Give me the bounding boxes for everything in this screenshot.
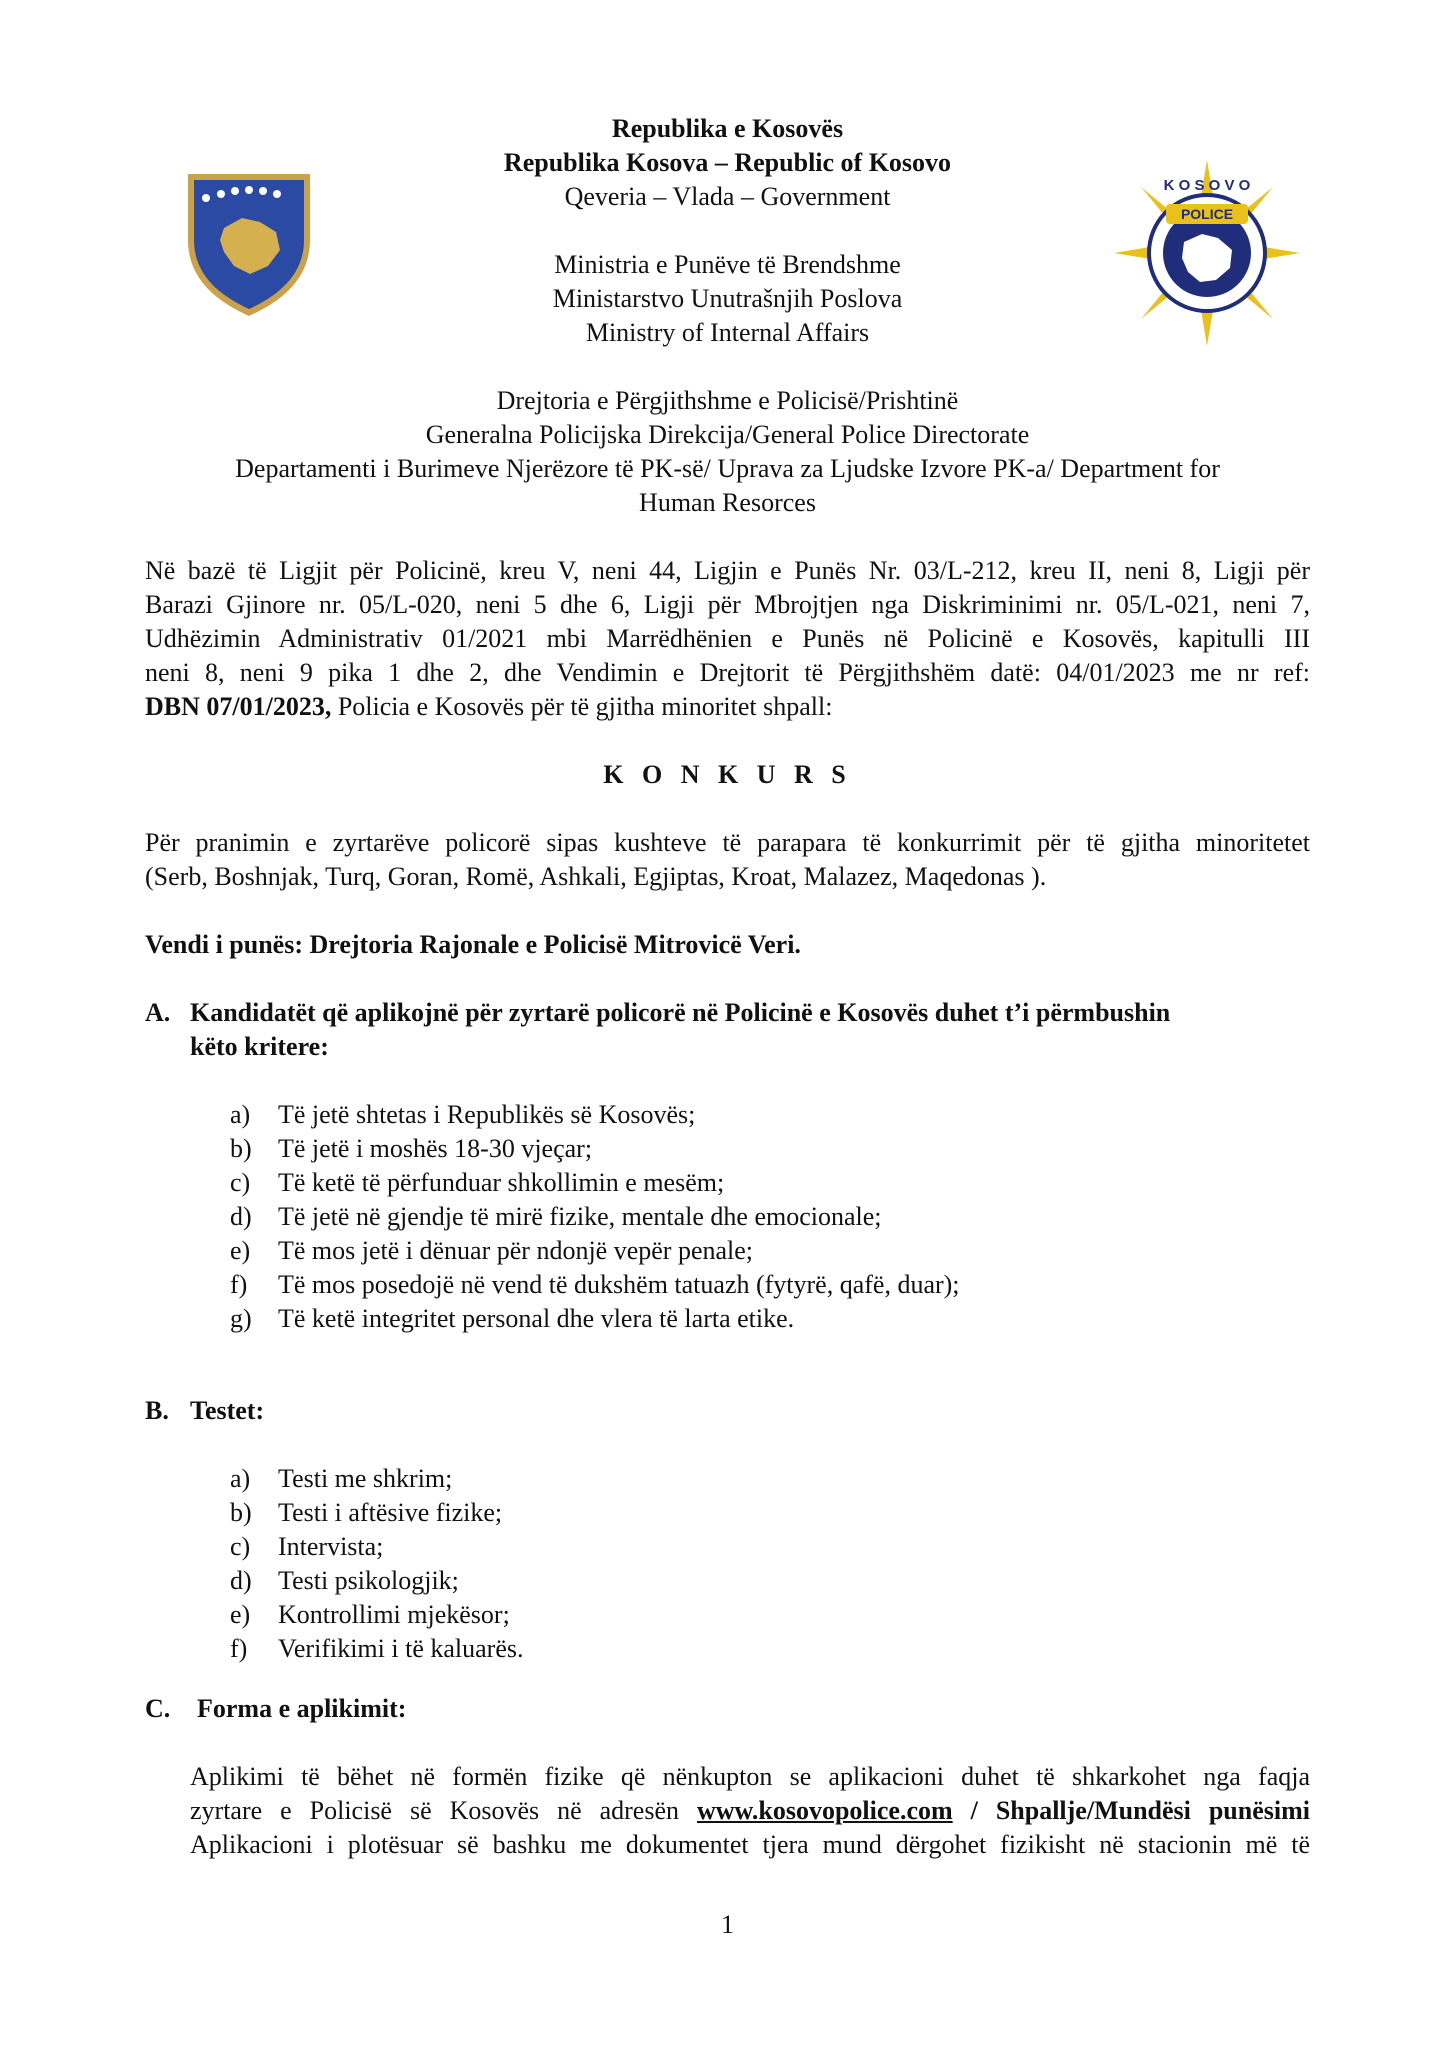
section-a-letter: A. [145, 998, 171, 1027]
header-line-1: Republika e Kosovës [611, 114, 844, 143]
list-item: a) Të jetë shtetas i Republikës së Kosovës; [230, 1100, 696, 1129]
list-item: c) Intervista; [230, 1532, 384, 1561]
section-a-title-2: këto kritere: [190, 1032, 329, 1061]
list-item: e) Kontrollimi mjekësor; [230, 1600, 510, 1629]
section-c-line-3: Aplikacioni i plotësuar së bashku me dokumentet tjera mund dërgohet fizikisht në stacionin më të [190, 1830, 1310, 1859]
intro-line-3: Udhëzimin Administrativ 01/2021 mbi Marrëdhënien e Punës në Policinë e Kosovës, kapitulli III [145, 624, 1310, 653]
section-b-tests-list [230, 1462, 523, 1666]
section-c-heading [145, 1692, 406, 1726]
section-b-heading [145, 1394, 264, 1428]
section-c-line-1: Aplikimi të bëhet në formën fizike që nënkupton se aplikacioni duhet të shkarkohet nga faqja [190, 1762, 1310, 1791]
list-item: f) Të mos posedojë në vend të dukshëm tatuazh (fytyrë, qafë, duar); [230, 1270, 960, 1299]
list-item: e) Të mos jetë i dënuar për ndonjë vepër penale; [230, 1236, 754, 1265]
section-c-title: Forma e aplikimit: [197, 1694, 407, 1723]
section-a-title-1: Kandidatët që aplikojnë për zyrtarë policorë në Policinë e Kosovës duhet t’i përmbushin [190, 998, 1171, 1027]
header-line-2: Republika Kosova – Republic of Kosovo [503, 148, 952, 177]
header-line-10: Human Resorces [639, 488, 816, 517]
header-line-8: Generalna Policijska Direkcija/General Police Directorate [425, 420, 1030, 449]
purpose-paragraph [145, 826, 1310, 894]
document-title: K O N K U R S [603, 760, 852, 789]
section-a-criteria-list [230, 1098, 960, 1336]
header-line-4: Ministria e Punëve të Brendshme [554, 250, 901, 279]
page-number: 1 [721, 1910, 734, 1939]
section-a-heading [145, 996, 1310, 1064]
header-line-9: Departamenti i Burimeve Njerëzore të PK-së/ Uprava za Ljudske Izvore PK-a/ Department for [235, 454, 1220, 483]
section-c-path: / Shpallje/Mundësi punësimi [952, 1796, 1310, 1825]
list-item: g) Të ketë integritet personal dhe vlera të larta etike. [230, 1304, 795, 1333]
intro-line-2: Barazi Gjinore nr. 05/L-020, neni 5 dhe 6, Ligji për Mbrojtjen nga Diskriminimi nr. 05/L-021, neni 7, [145, 590, 1310, 619]
workplace-line: Vendi i punës: Drejtoria Rajonale e Policisë Mitrovicë Veri. [145, 930, 801, 959]
badge-top-text: K O S O V O [1163, 177, 1251, 194]
list-item: d) Testi psikologjik; [230, 1566, 459, 1595]
intro-line-4: neni 8, neni 9 pika 1 dhe 2, dhe Vendimin e Drejtorit të Përgjithshëm datë: 04/01/2023 me nr ref: [145, 658, 1310, 687]
section-b-title: Testet: [190, 1396, 265, 1425]
header-line-7: Drejtoria e Përgjithshme e Policisë/Prishtinë [496, 386, 959, 415]
purpose-line-1: Për pranimin e zyrtarëve policorë sipas kushteve të parapara të konkurrimit për të gjitha minoritetet [145, 828, 1310, 857]
list-item: b) Të jetë i moshës 18-30 vjeçar; [230, 1134, 593, 1163]
section-c-paragraph [190, 1760, 1310, 1862]
section-b-letter: B. [145, 1396, 169, 1425]
badge-band-text: POLICE [1180, 206, 1234, 222]
section-c-letter: C. [145, 1694, 171, 1723]
intro-ref-rest: Policia e Kosovës për të gjitha minoritet shpall: [331, 692, 833, 721]
intro-line-1: Në bazë të Ligjit për Policinë, kreu V, neni 44, Ligjin e Punës Nr. 03/L-212, kreu II, neni 8, Ligji për [145, 556, 1310, 585]
list-item: f) Verifikimi i të kaluarës. [230, 1634, 524, 1663]
kosovopolice-link[interactable]: www.kosovopolice.com [696, 1796, 953, 1825]
header-line-3: Qeveria – Vlada – Government [564, 182, 891, 211]
list-item: d) Të jetë në gjendje të mirë fizike, mentale dhe emocionale; [230, 1202, 882, 1231]
intro-ref-bold: DBN 07/01/2023, [145, 692, 332, 721]
header-line-6: Ministry of Internal Affairs [585, 318, 870, 347]
list-item: c) Të ketë të përfunduar shkollimin e mesëm; [230, 1168, 725, 1197]
list-item: b) Testi i aftësive fizike; [230, 1498, 503, 1527]
section-c-line-2: zyrtare e Policisë së Kosovës në adresën www.kosovopolice.com / Shpallje/Mundësi punësimi [190, 1796, 1310, 1825]
intro-paragraph [145, 554, 1310, 724]
intro-line-5 [145, 690, 1310, 724]
list-item: a) Testi me shkrim; [230, 1464, 453, 1493]
document-header [145, 112, 1310, 520]
purpose-line-2: (Serb, Boshnjak, Turq, Goran, Romë, Ashkali, Egjiptas, Kroat, Malazez, Maqedonas ). [145, 862, 1047, 891]
header-line-5: Ministarstvo Unutrašnjih Poslova [552, 284, 903, 313]
